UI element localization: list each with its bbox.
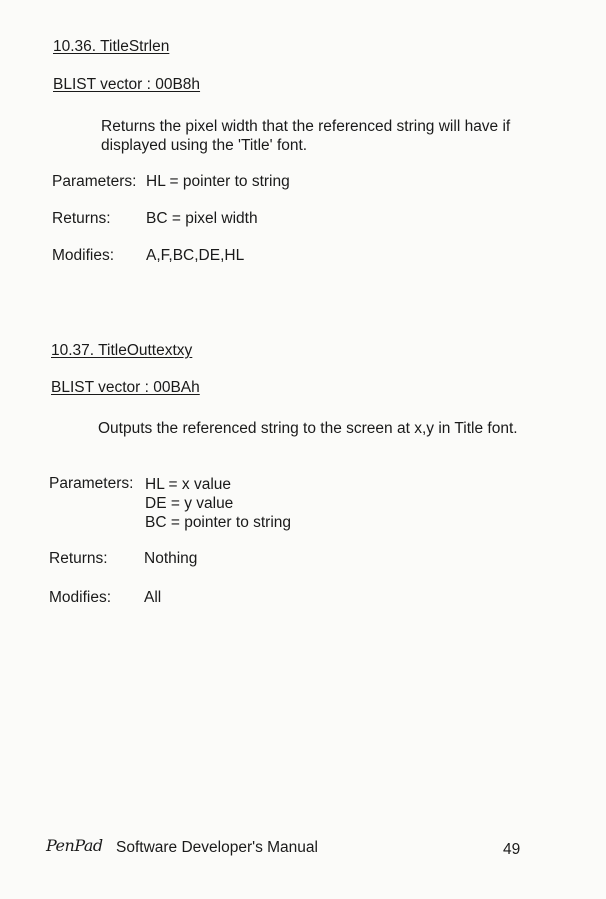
section-1-description: Returns the pixel width that the referenced string will have if displayed using the 'Title' font.	[101, 118, 511, 154]
footer-logo: PenPad	[46, 836, 103, 855]
section-1-parameter-1: HL = pointer to string	[146, 173, 290, 190]
section-1-returns-value: BC = pixel width	[146, 210, 258, 227]
section-2-parameter-1: HL = x value	[145, 476, 232, 493]
section-2-parameters-label: Parameters:	[49, 475, 134, 492]
section-2-parameter-3: BC = pointer to string	[145, 514, 292, 531]
section-1-heading: 10.36. TitleStrlen	[53, 38, 170, 55]
section-1-modifies-value: A,F,BC,DE,HL	[146, 247, 245, 264]
section-2-returns-label: Returns:	[49, 550, 108, 567]
section-2-returns-value: Nothing	[144, 550, 198, 567]
section-2-parameter-2: DE = y value	[145, 495, 234, 512]
page-number: 49	[503, 841, 521, 858]
section-2-modifies-value: All	[144, 589, 162, 606]
section-2-heading: 10.37. TitleOuttextxy	[51, 342, 193, 359]
footer-title: Software Developer's Manual	[116, 839, 318, 856]
section-1-returns-label: Returns:	[52, 210, 111, 227]
section-1-modifies-label: Modifies:	[52, 247, 115, 264]
section-1-parameters-label: Parameters:	[52, 173, 137, 190]
section-1-vector: BLIST vector : 00B8h	[53, 76, 201, 93]
section-2-description: Outputs the referenced string to the screen at x,y in Title font.	[98, 420, 518, 437]
section-2-vector: BLIST vector : 00BAh	[51, 379, 200, 396]
section-2-modifies-label: Modifies:	[49, 589, 112, 606]
